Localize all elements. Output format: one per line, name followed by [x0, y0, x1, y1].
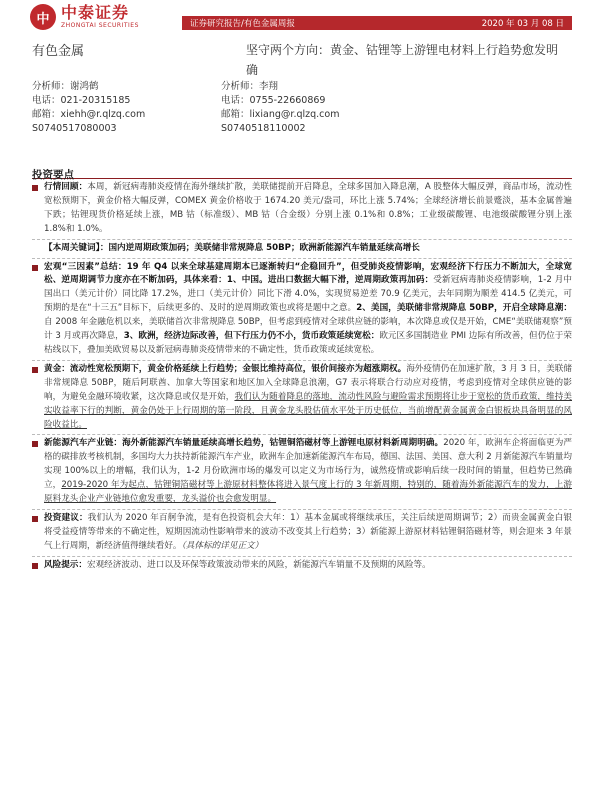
market-review-paragraph	[32, 181, 572, 237]
para-lead: 3、欧洲，经济边际改善，但下行压力仍不小，货币政策延续宽松：	[123, 331, 380, 342]
para-text: 2020 年，欧洲车企将面临更为严格的碳排放考核机制，多国均大力扶持新能源汽车产业，欧洲车企加速新能源汽车布局，德国、法国、美国、意大利 2 月新能源汽车销量均实现 100%以上的增幅，我们认为，1-2 月份欧洲市场的爆发可以定义为市场行为，诚然疫情或影响后续一段时间的销量，但趋势已然确立，	[44, 438, 572, 491]
para-italic: （具体标的详见正文）	[181, 540, 264, 551]
analyst-cert: S0740518110002	[221, 123, 306, 134]
report-type-bar	[182, 16, 572, 30]
analyst-name: 分析师：谢鸿鹤	[32, 81, 99, 92]
logo-name-cn: 中泰证券	[61, 3, 130, 22]
analyst-cert: S0740517080003	[32, 123, 117, 134]
analyst-name: 分析师：李翔	[221, 81, 279, 92]
para-text: 【本周关键词】：国内逆周期政策加码；美联储非常规降息 50BP；欧洲新能源汽车销量延续高增长	[44, 242, 420, 253]
analyst-phone: 电话：021-20315185	[32, 95, 131, 106]
para-text: 受新冠病毒肺炎疫情影响，1-2 月中国出口（美元计价）同比降 17.2%，进口（美元计价）同比下滑 4.0%，实现贸易逆差 70.9 亿美元，去年同期为顺差 414.5 亿美元，可预期的是在“十三五”目标下，后续更多的、及时的逆周期政策也或将是题中之意。	[44, 275, 572, 314]
para-lead: 投资建议：	[44, 512, 88, 523]
para-lead: 行情回顾：	[44, 182, 88, 192]
bullet-square-icon	[32, 265, 38, 271]
para-lead: 新能源汽车产业链：海外新能源汽车销量延续高增长趋势，钴锂铜箔磁材等上游锂电原材料新周期明确。	[44, 438, 444, 449]
para-lead: 宏观“三因素”总结：19 年 Q4 以来全球基建周期本已逐渐转归“企稳回升”，但受肺炎疫情影响，宏观经济下行压力不断加大，全球宽松、逆周期调节力度亦在不断加码，具体来看：1、中国。进出口数据大幅下滑，逆周期政策再加码：	[44, 261, 572, 286]
bullet-square-icon	[32, 367, 38, 373]
para-underlined: 我们认为随着降息的落地，流动性风险与避险需求预期将让步于宽松的货币政策，维持美实收益率下行的判断，黄金仍处于上行周期的第一阶段，且黄金龙头股估值水平处于历史低位，当前增配黄金属黄金白银板块具备明显的风险收益比。	[44, 391, 572, 430]
analyst-phone: 电话：0755-22660869	[221, 95, 326, 106]
para-text: 海外疫情仍在加速扩散，3 月 3 日，美联储非常规降息 50BP，随后阿联酋、加拿大等国家和地区加入全球降息浪潮，G7 表示将联合行动应对疫情，考虑到疫情对全球供应链的影响，为避免金融环境收紧，这次降息或仅是开始，	[44, 363, 572, 402]
para-lead: 风险提示：	[44, 559, 87, 570]
logo-name-en: ZHONGTAI SECURITIES	[61, 22, 139, 29]
divider	[32, 556, 572, 557]
para-underlined: 2019-2020 年为起点，钴锂铜箔磁材等上游原材料整体将进入景气度上行的 3 年新周期，特别的，随着海外新能源汽车的发力，上游原料龙头企业产业链地位愈发重要，龙头溢价也会愈发明显。	[44, 480, 572, 505]
summary-body	[32, 181, 572, 574]
nev-paragraph	[32, 437, 572, 507]
report-title: 坚守两个方向：黄金、钴锂等上游锂电材料上行趋势愈发明确	[246, 43, 559, 77]
report-type: 证券研究报告/有色金属周报	[190, 19, 295, 29]
macro-paragraph	[32, 261, 572, 358]
bullet-square-icon	[32, 185, 38, 191]
para-text: 宏观经济波动、进口以及环保等政策波动带来的风险，新能源汽车销量不及预期的风险等。	[86, 559, 431, 570]
risk-paragraph	[32, 559, 572, 573]
analyst-2	[221, 80, 339, 136]
divider	[32, 434, 572, 435]
bullet-square-icon	[32, 563, 38, 569]
para-text: 欧元区多国制造业 PMI 边际有所改善，但仍位于荣枯线以下，叠加美欧贸易以及新冠病毒肺炎疫情带来的不确定性，货币政策或延续宽松。	[44, 331, 572, 355]
bullet-square-icon	[32, 441, 38, 447]
divider	[32, 509, 572, 510]
divider	[32, 239, 572, 240]
investment-advice-paragraph	[32, 512, 572, 554]
company-logo	[30, 4, 139, 30]
analyst-email: 邮箱：xiehh@r.qlzq.com	[32, 109, 146, 120]
page-header	[0, 0, 600, 40]
bullet-square-icon	[32, 516, 38, 522]
summary-heading-text: 投资要点	[32, 169, 74, 181]
analyst-1	[32, 80, 145, 136]
analyst-email: 邮箱：lixiang@r.qlzq.com	[221, 109, 340, 120]
divider	[32, 360, 572, 361]
keywords-paragraph	[32, 242, 572, 256]
divider	[32, 258, 572, 259]
para-text: 本周，新冠病毒肺炎疫情在海外继续扩散，美联储提前开启降息，全球多国加入降息潮，A 股整体大幅反弹，商品市场，流动性宽松预期下，黄金价格大幅反弹，COMEX 黄金价格收于 1674.20 美元/盎司，环比上涨 5.74%；全球经济增长前景蹙淡，基本金属普遍下跌；钴锂现货价格延续上涨，MB 钴（标准级）、MB 钴（合金级）分别上涨 0.1%和 0.8%；工业级碳酸锂、电池级碳酸锂分别上涨 1.8%和 1.0%。	[44, 182, 572, 234]
para-lead: 2、美国，美联储非常规降息 50BP，开启全球降息潮：	[356, 303, 573, 314]
logo-mark-icon: 中	[30, 4, 56, 30]
para-text: 自 2008 年金融危机以来，美联储首次非常规降息 50BP，但考虑到疫情对全球供应链的影响，本次降息或仅是开始，CME“美联储观察”预计 3 月或再次降息，	[44, 317, 572, 342]
gold-paragraph	[32, 363, 572, 433]
report-date: 2020 年 03 月 08 日	[481, 19, 564, 29]
para-lead: 黄金：流动性宽松预期下，黄金价格延续上行趋势；金银比维持高位，银价间接亦为超涨期权。	[44, 363, 407, 374]
industry-label: 有色金属	[32, 44, 85, 59]
summary-heading	[32, 163, 572, 179]
para-text: 我们认为 2020 年百舸争流，是有色投资机会大年：1）基本金属或将继续承压，关注后续逆周期调节；2）而贵金属黄金白银将受益疫情等带来的不确定性，短期因流动性影响带来的波动不改变其上行趋势；3）新能源上游原材料钴锂铜箔磁材等，则会迎来 3 年景气上行周期，新经济值得继续看好。	[44, 512, 572, 551]
